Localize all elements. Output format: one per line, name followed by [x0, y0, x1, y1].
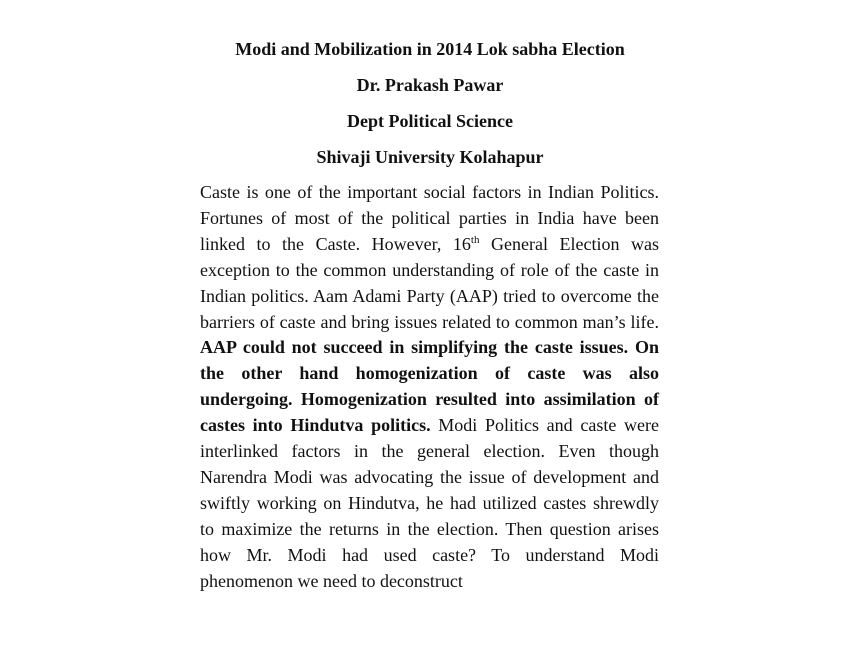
paper-title: Modi and Mobilization in 2014 Lok sabha Election — [235, 39, 625, 59]
body-paragraph — [200, 180, 659, 595]
author-university: Shivaji University Kolahapur — [316, 147, 544, 167]
author-department: Dept Political Science — [347, 111, 513, 131]
ordinal-superscript: th — [470, 233, 480, 246]
body-text-bold-emphasis: AAP could not succeed in simplifying the caste issues. On the other hand homogenization of caste was also undergoing. Homogenization resulted into assimilation of castes into Hindutva politics. — [200, 337, 659, 436]
author-name: Dr. Prakash Pawar — [356, 75, 504, 95]
body-text-part-1: Caste is one of the important social factors in Indian Politics. Fortunes of most of the political parties in India have been linked to the Caste. However, 16 — [200, 182, 659, 254]
body-text-part-3: Modi Politics and caste were interlinked factors in the general election. Even though Narendra Modi was advocating the issue of development and swiftly working on Hindutva, he had utilized castes shrewdly to maximize the returns in the election. Then question arises how Mr. Modi had used caste? To understand Modi phenomenon we need to deconstruct — [200, 415, 659, 591]
body-text-part-2: General Election was exception to the common understanding of role of the caste in Indian politics. Aam Adami Party (AAP) tried to overcome the barriers of caste and bring issues related to common man’s life. — [200, 233, 659, 332]
